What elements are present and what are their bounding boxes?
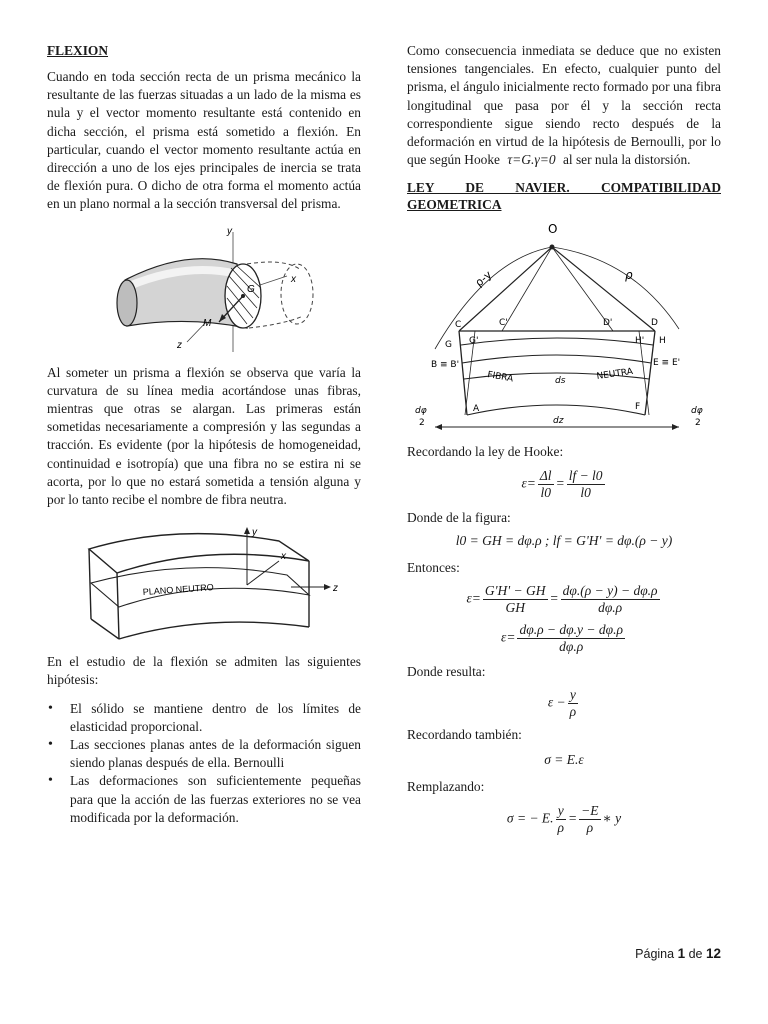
eq7-tail: ∗ y: [602, 810, 622, 826]
diagram-label-g1: G': [469, 336, 479, 347]
diagram-label-two-right: 2: [695, 418, 701, 429]
eq7-den1: ρ: [557, 819, 565, 835]
eq1-num1: Δl: [539, 467, 552, 483]
equation-hooke-shear: τ=G.γ=0: [507, 152, 556, 168]
diagram-label-rho-y: ρ-y: [472, 268, 495, 290]
paragraph-hipotesis-intro: En el estudio de la flexión se admiten las siguientes hipótesis:: [47, 654, 361, 688]
equation-hooke-normal: σ = E.ε: [544, 752, 584, 768]
fig2-label-z: z: [333, 583, 338, 595]
eq1-den2: l0: [580, 484, 591, 500]
fig1-label-x: x: [291, 273, 296, 285]
diagram-label-dphi-left: dφ: [415, 406, 427, 417]
equation-strain-result: [407, 687, 721, 720]
fig1-label-m: M: [203, 317, 212, 329]
eq4-num: dφ.ρ − dφ.y − dφ.ρ: [519, 622, 623, 638]
eq5-num: y: [568, 687, 578, 704]
diagram-label-a: A: [473, 404, 480, 415]
eq7-frac2: [579, 803, 600, 836]
eq3-num1: G'H' − GH: [484, 583, 546, 599]
section-title-flexion: FLEXION: [47, 43, 109, 58]
eq7-num2: −E: [581, 802, 599, 818]
footer-pagina-label: Página: [635, 947, 675, 961]
eq1-den1: l0: [540, 484, 551, 500]
paragraph-tensiones-tangenciales: [407, 42, 721, 169]
eq3-lhs: ε=: [466, 590, 481, 606]
eq1-frac2: [567, 468, 605, 501]
hypotheses-list: [47, 700, 361, 827]
fig1-label-g: G: [247, 283, 255, 295]
fig1-label-z: z: [177, 339, 182, 351]
text-donde-figura: Donde de la figura:: [407, 509, 511, 525]
diagram-label-o: O: [548, 222, 558, 237]
left-column: [47, 42, 361, 827]
neutral-plane-drawing: [47, 521, 361, 641]
eq4-den: dφ.ρ: [559, 639, 584, 655]
eq5-den: ρ: [569, 704, 577, 720]
page-footer: [635, 946, 721, 961]
figure-navier-geometry: [407, 219, 721, 437]
equation-navier: σ = − E. $\frac{y}{\rho}$ = $\frac{-E}{\rho}$ ∗ y: [506, 802, 622, 835]
eq3-frac1: [483, 583, 548, 616]
footer-de-label: de: [688, 947, 703, 961]
diagram-label-f: F: [635, 402, 641, 413]
paragraph-flexion-definition: Cuando en toda sección recta de un prisma mecánico la resultante de las fuerzas situadas a un lado de la misma es nula y el vector momento resultante está contenido en dicha sección, el prisma está sometido a flexión. En particular, cuando el vector momento resultante actúa en dirección a uno de los ejes principales de inercia se trata de flexión pura. O dicho de otra forma el momento actúa en un plano normal a la sección transversal del prisma.: [47, 69, 361, 212]
list-item: • Las deformaciones son suficientemente pequeñas para que la acción de las fuerzas exteriores no se vea modificada por la deformación.: [47, 772, 361, 827]
eq5-lhs: ε −: [547, 694, 566, 710]
footer-current-page: 1: [677, 946, 686, 961]
diagram-label-c1: C': [499, 318, 508, 329]
diagram-label-ds: ds: [555, 376, 566, 387]
eq7-den2: ρ: [586, 819, 594, 835]
figure-neutral-plane: [47, 521, 361, 641]
text-entonces: Entonces:: [407, 559, 460, 575]
equation-strain-expanded: [407, 622, 721, 655]
text-donde-resulta: Donde resulta:: [407, 664, 486, 680]
paragraph-text-a: Como consecuencia inmediata se deduce que no existen tensiones tangenciales. En efecto, cualquier punto del prisma, el ángulo inicialmente recto formado por una fibra longitudinal que pasa por él y la sección recta correspondiente sigue siendo recto después de la deformación en virtud de la hipótesis de Bernoulli, por lo que según Hooke: [407, 43, 721, 168]
diagram-label-fibra: FIBRA: [486, 370, 514, 385]
curved-prism-drawing: [47, 224, 361, 354]
paragraph-text-b: al ser nula la distorsión.: [562, 152, 691, 168]
fig2-label-x: x: [281, 551, 286, 563]
eq3-den2: dφ.ρ: [598, 600, 623, 616]
eq1-frac1: [538, 468, 554, 501]
equation-lengths: l0 = GH = dφ.ρ ; lf = G'H' = dφ.(ρ − y): [455, 532, 673, 548]
text-remplazando: Remplazando:: [407, 779, 485, 795]
eq1-lhs: ε=: [521, 475, 536, 491]
eq4-lhs: ε=: [501, 629, 516, 645]
diagram-label-two-left: 2: [419, 418, 425, 429]
diagram-label-c: C: [455, 320, 462, 331]
diagram-label-neutra: NEUTRA: [596, 367, 634, 383]
diagram-label-rho: ρ: [625, 268, 633, 283]
eq3-den1: GH: [505, 600, 525, 616]
diagram-label-g: G: [445, 340, 452, 351]
eq3-frac2: [561, 583, 660, 616]
equation-strain-definition: ε= $\frac{\Delta l}{l0}$ = $\frac{lf - l0}{l0}$: [521, 467, 603, 500]
eq3-num2: dφ.(ρ − y) − dφ.ρ: [562, 583, 658, 599]
fig2-label-plano-neutro: PLANO NEUTRO: [142, 582, 214, 598]
eq7-num1: y: [556, 803, 566, 820]
list-item: • Las secciones planas antes de la deformación siguen siendo planas después de ella. Bernoulli: [47, 736, 361, 772]
diagram-label-dphi-right: dφ: [691, 406, 703, 417]
eq7-lhs: σ = − E.: [506, 810, 554, 826]
fig2-label-y: y: [252, 527, 257, 539]
equation-strain-substitution: ε= $\frac{G'H' - GH}{GH}$ = $\frac{d\varphi.(\rho - y) - d\varphi.\rho}{d\varphi.\rho}$: [466, 583, 658, 616]
eq1-num2: lf − l0: [568, 467, 603, 483]
eq7-frac1: [556, 803, 566, 836]
paragraph-fibra-neutra: Al someter un prisma a flexión se observa que varía la curvatura de su línea media acortándose unas fibras, mientras que otras se alargan. Las primeras están sometidas necesariamente a compresión y las segundas a tracción. Es evidente (por la hipótesis de homogeneidad, continuidad e isotropía) que una fibra no se estira ni se acorta, por lo que no estará sometida a tensión alguna y por lo tanto recibe el nombre de fibra neutra.: [47, 364, 361, 508]
diagram-label-h: H: [659, 336, 666, 347]
eq5-frac: [568, 687, 578, 720]
eq4-frac: [517, 622, 624, 655]
figure-curved-prism: [47, 224, 361, 354]
diagram-label-d1: D': [603, 318, 613, 329]
text-recordando-tambien: Recordando también:: [407, 727, 522, 743]
list-item: • El sólido se mantiene dentro de los límites de elasticidad proporcional.: [47, 700, 361, 736]
diagram-label-e: E ≡ E': [653, 358, 681, 369]
section-title-navier: LEY DE NAVIER. COMPATIBILIDAD GEOMETRICA: [407, 180, 721, 213]
diagram-label-b: B ≡ B': [431, 360, 460, 371]
diagram-label-d: D: [651, 318, 658, 329]
fig1-label-y: y: [227, 225, 232, 237]
footer-total-pages: 12: [705, 946, 721, 961]
right-column: [407, 42, 721, 836]
navier-geometry-drawing: [407, 219, 721, 437]
diagram-label-dz: dz: [553, 416, 564, 427]
text-recordando-hooke: Recordando la ley de Hooke:: [407, 444, 564, 460]
diagram-label-h1: H': [635, 336, 645, 347]
